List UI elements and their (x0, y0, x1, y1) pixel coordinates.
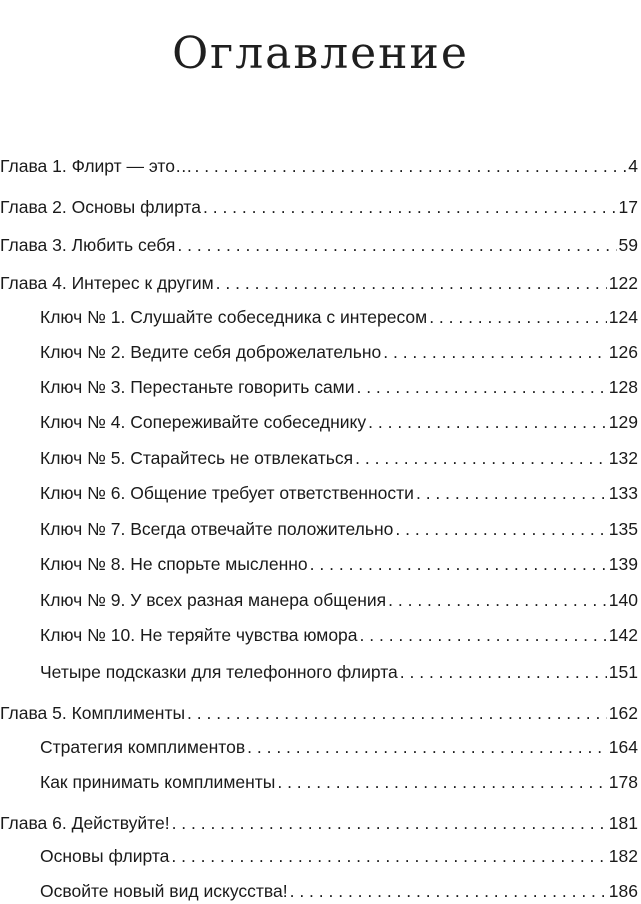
toc-entry-page-number: 182 (608, 846, 638, 866)
toc-subsection-entry (40, 843, 638, 869)
toc-subsection-entry (40, 587, 638, 613)
dot-leader (203, 194, 617, 220)
toc-entry-page-number: 178 (608, 772, 638, 792)
dot-leader (216, 270, 607, 296)
toc-entry-label: Глава 1. Флирт — это… (0, 156, 193, 176)
toc-chapter-entry (0, 700, 638, 726)
toc-subsection-entry (40, 769, 638, 795)
toc-entry-label: Ключ № 6. Общение требует ответственности (40, 483, 414, 503)
dot-leader (360, 622, 607, 648)
dot-leader (290, 878, 607, 904)
toc-entry-page-number: 151 (608, 662, 638, 682)
toc-subsection-entry (40, 622, 638, 648)
toc-subsection-entry (40, 878, 638, 904)
toc-entry-page-number: 181 (608, 813, 638, 833)
toc-subsection-entry (40, 409, 638, 435)
toc-entry-page-number: 140 (608, 590, 638, 610)
dot-leader (172, 810, 607, 836)
toc-entry-page-number: 162 (608, 703, 638, 723)
toc-entry-page-number: 129 (608, 412, 638, 432)
toc-chapter-entry (0, 153, 638, 179)
toc-entry-label: Ключ № 7. Всегда отвечайте положительно (40, 519, 394, 539)
dot-leader (356, 374, 606, 400)
toc-entry-label: Глава 5. Комплименты (0, 703, 186, 723)
toc-subsection-entry (40, 734, 638, 760)
toc-entry-page-number: 122 (608, 273, 638, 293)
dot-leader (388, 587, 607, 613)
toc-subsection-entry (40, 304, 638, 330)
dot-leader (416, 480, 607, 506)
toc-entry-label: Освойте новый вид искусства! (40, 881, 288, 901)
dot-leader (194, 153, 626, 179)
toc-entry-page-number: 142 (608, 625, 638, 645)
dot-leader (310, 551, 607, 577)
dot-leader (247, 734, 607, 760)
dot-leader (383, 339, 607, 365)
toc-entry-label: Глава 4. Интерес к другим (0, 273, 214, 293)
toc-entry-label: Стратегия комплиментов (40, 737, 246, 757)
toc-chapter-entry (0, 232, 638, 258)
toc-entry-page-number: 59 (618, 235, 638, 255)
toc-entry-label: Ключ № 3. Перестаньте говорить сами (40, 377, 355, 397)
toc-entry-page-number: 164 (608, 737, 638, 757)
toc-entry-page-number: 139 (608, 554, 638, 574)
toc-subsection-entry (40, 374, 638, 400)
toc-subsection-entry (40, 480, 638, 506)
toc-entry-page-number: 17 (618, 197, 638, 217)
dot-leader (400, 659, 607, 685)
dot-leader (171, 843, 606, 869)
toc-entry-page-number: 128 (608, 377, 638, 397)
toc-subsection-entry (40, 551, 638, 577)
dot-leader (187, 700, 607, 726)
toc-entry-page-number: 132 (608, 448, 638, 468)
toc-subsection-entry (40, 659, 638, 685)
toc-entry-label: Глава 6. Действуйте! (0, 813, 170, 833)
toc-chapter-entry (0, 194, 638, 220)
page-title: Оглавление (172, 28, 469, 80)
toc-entry-label: Как принимать комплименты (40, 772, 276, 792)
dot-leader (429, 304, 607, 330)
toc-entry-label: Ключ № 10. Не теряйте чувства юмора (40, 625, 358, 645)
dot-leader (277, 769, 606, 795)
toc-entry-label: Ключ № 1. Слушайте собеседника с интересом (40, 307, 428, 327)
toc-subsection-entry (40, 445, 638, 471)
dot-leader (368, 409, 607, 435)
toc-entry-label: Ключ № 9. У всех разная манера общения (40, 590, 387, 610)
toc-chapter-entry (0, 810, 638, 836)
toc-entry-label: Основы флирта (40, 846, 170, 866)
toc-entry-label: Ключ № 5. Старайтесь не отвлекаться (40, 448, 354, 468)
toc-entry-page-number: 126 (608, 342, 638, 362)
toc-entry-page-number: 4 (628, 156, 638, 176)
toc-entry-label: Ключ № 4. Сопереживайте собеседнику (40, 412, 367, 432)
toc-entry-label: Четыре подсказки для телефонного флирта (40, 662, 398, 682)
dot-leader (395, 516, 606, 542)
toc-entry-label: Глава 2. Основы флирта (0, 197, 201, 217)
toc-subsection-entry (40, 516, 638, 542)
toc-chapter-entry (0, 270, 638, 296)
toc-entry-label: Глава 3. Любить себя (0, 235, 176, 255)
toc-entry-label: Ключ № 8. Не спорьте мысленно (40, 554, 308, 574)
toc-entry-page-number: 133 (608, 483, 638, 503)
dot-leader (177, 232, 616, 258)
toc-entry-page-number: 124 (608, 307, 638, 327)
toc-entry-label: Ключ № 2. Ведите себя доброжелательно (40, 342, 382, 362)
dot-leader (355, 445, 607, 471)
toc-entry-page-number: 186 (608, 881, 638, 901)
toc-subsection-entry (40, 339, 638, 365)
toc-entry-page-number: 135 (608, 519, 638, 539)
